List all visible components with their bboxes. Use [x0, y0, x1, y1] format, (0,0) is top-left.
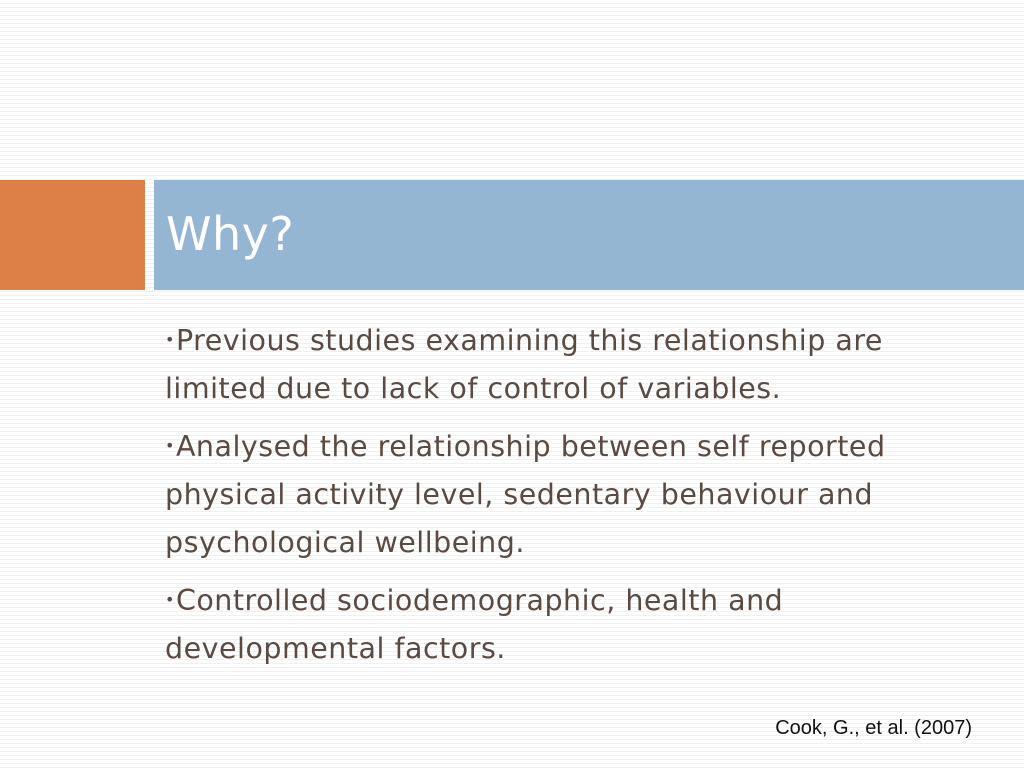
bullet-text: Previous studies examining this relationship are limited due to lack of control of variables.	[165, 324, 883, 405]
bullet-item	[165, 576, 965, 673]
bullet-marker: •	[165, 330, 175, 349]
bullet-item	[165, 316, 965, 413]
title-accent-block	[0, 180, 145, 290]
bullet-marker: •	[165, 590, 175, 609]
citation: Cook, G., et al. (2007)	[775, 717, 972, 739]
bullet-marker: •	[165, 436, 175, 455]
bullet-text: Controlled sociodemographic, health and developmental factors.	[165, 584, 784, 665]
slide-title: Why?	[166, 207, 295, 261]
bullet-list	[165, 316, 965, 682]
bullet-text: Analysed the relationship between self reported physical activity level, sedentary behaviour and psychological wellbeing.	[165, 430, 886, 559]
bullet-item	[165, 422, 965, 567]
